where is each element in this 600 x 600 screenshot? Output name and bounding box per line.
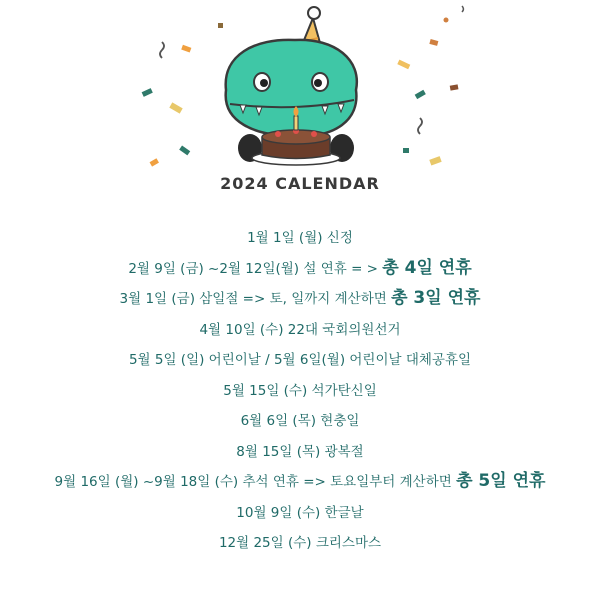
holiday-item	[0, 405, 600, 436]
holiday-emphasis: 총 5일 연휴	[456, 471, 546, 491]
holiday-emphasis: 총 3일 연휴	[391, 288, 481, 308]
holiday-text: 3월 1일 (금) 삼일절 => 토, 일까지 계산하면	[119, 291, 392, 307]
holiday-text: 5월 15일 (수) 석가탄신일	[223, 382, 377, 399]
holiday-text: 5월 5일 (일) 어린이날 / 5월 6일(월) 어린이날 대체공휴일	[128, 352, 472, 368]
holiday-text: 6월 6일 (목) 현충일	[240, 413, 360, 429]
holiday-item	[0, 466, 600, 497]
holiday-text: 2월 9일 (금) ~2월 12일(월) 설 연휴 = >	[128, 260, 383, 277]
holiday-item	[0, 283, 600, 314]
holiday-list	[0, 222, 600, 558]
holiday-item	[0, 253, 600, 284]
dinosaur-icon	[130, 0, 470, 175]
holiday-item	[0, 436, 600, 467]
holiday-text: 9월 16일 (월) ~9월 18일 (수) 추석 연휴 => 토요일부터 계산하면	[54, 474, 457, 490]
holiday-emphasis: 총 4일 연휴	[382, 257, 472, 278]
holiday-text: 12월 25일 (수) 크리스마스	[218, 535, 382, 551]
holiday-item	[0, 527, 600, 558]
holiday-text: 8월 15일 (목) 광복절	[236, 443, 364, 460]
holiday-text: 1월 1일 (월) 신정	[247, 230, 353, 246]
holiday-item	[0, 314, 600, 345]
holiday-item	[0, 497, 600, 528]
dinosaur-illustration	[130, 0, 470, 175]
holiday-text: 10월 9일 (수) 한글날	[236, 504, 364, 521]
calendar-title: 2024 CALENDAR	[220, 174, 380, 193]
holiday-item	[0, 375, 600, 406]
holiday-item	[0, 222, 600, 253]
holiday-item	[0, 344, 600, 375]
holiday-text: 4월 10일 (수) 22대 국회의원선거	[199, 321, 401, 338]
